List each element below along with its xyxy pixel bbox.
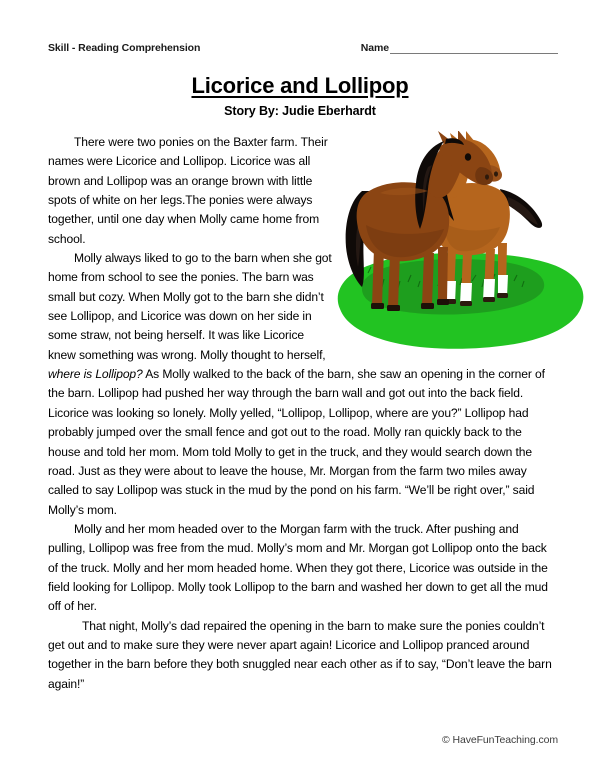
story-byline: Story By: Judie Eberhardt <box>224 104 376 119</box>
footer-copyright: © HaveFunTeaching.com <box>442 734 558 746</box>
story-text <box>48 133 552 694</box>
story-paragraph-1: There were two ponies on the Baxter farm. Their names were Licorice and Lollipop. Licorice was all brown and Lollipop was an orange brown with little spots of white on her legs.The ponies were always together, until one day when Molly came home from school. <box>48 135 328 246</box>
name-field[interactable] <box>361 42 558 54</box>
story-paragraph-2-part-a: Molly always liked to go to the barn when she got home from school to see the ponies. The barn was small but cozy. When Molly got to the barn she didn’t see Lollipop, and Licorice was down on her side in some straw, not being herself. It was like Licorice knew something was wrong. Molly thought to herself, <box>48 251 332 362</box>
story-paragraph-4: That night, Molly’s dad repaired the opening in the barn to make sure the ponies couldn’t get out and to make sure they were never apart again! Licorice and Lollipop pranced around together in the barn before they both snuggled near each other as if to say, “Don’t leave the barn again!” <box>48 618 552 691</box>
title-block <box>0 74 600 118</box>
worksheet-header <box>48 34 558 54</box>
page-title: Licorice and Lollipop <box>191 73 409 98</box>
skill-label: Skill - Reading Comprehension <box>48 42 201 54</box>
story-paragraph-3: Molly and her mom headed over to the Morgan farm with the truck. After pushing and pulling, Lollipop was free from the mud. Molly’s mom and Mr. Morgan got Lollipop onto the back of the truck. Molly and her mom headed home. When they got there, Licorice was outside in the field looking for Lollipop. Molly took Lollipop to the barn and washed her down to get all the mud off of her. <box>48 521 548 614</box>
story-paragraph-2-emphasis: where is Lollipop? <box>48 367 143 382</box>
name-write-in-line[interactable] <box>390 43 558 54</box>
story-paragraph-2-part-b: As Molly walked to the back of the barn, she saw an opening in the corner of the barn. Lollipop had pushed her way through the barn wall and got out into the back field. Licorice was looking so lonely. Molly yelled, “Lollipop, Lollipop, where are you?” Lollipop had probably jumped over the small fence and got out to the road. Molly ran quickly back to the house and told her mom. Mom told Molly to get in the truck, and they would search down the road. Just as they were about to leave the house, Mr. Morgan from the farm two miles away called to say Lollipop was stuck in the mud by the pond on his farm. “We’ll be right over,” said Molly’s mom. <box>48 367 545 517</box>
illustration-text-wrap-spacer <box>334 133 552 365</box>
name-label: Name <box>360 42 389 54</box>
